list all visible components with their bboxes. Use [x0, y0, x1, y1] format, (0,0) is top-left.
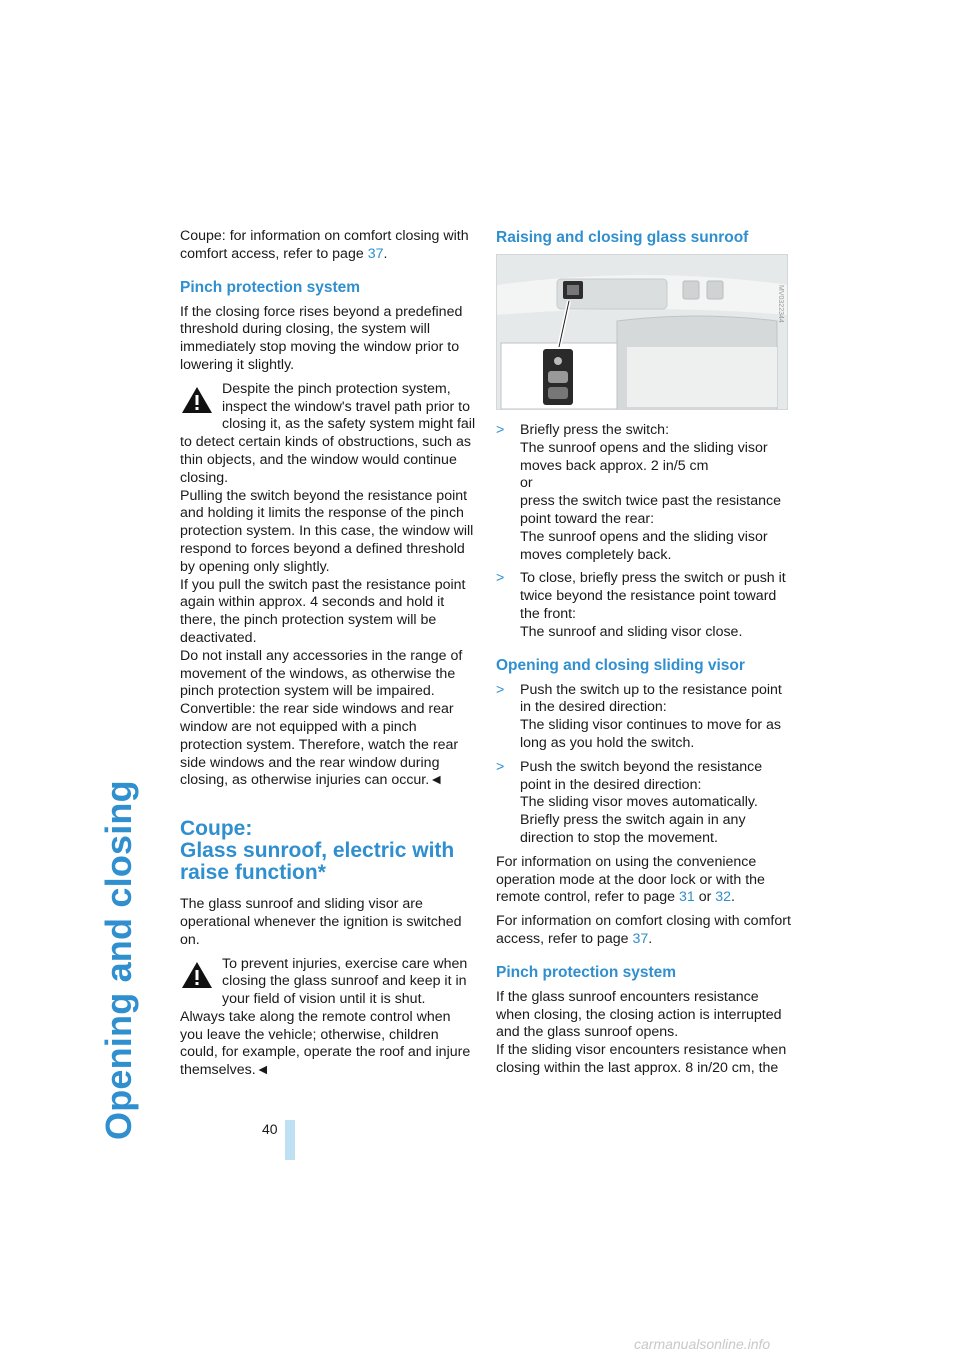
bullet-arrow-icon: > [496, 422, 505, 438]
pinch-protection-paragraph: If the closing force rises beyond a predefined threshold during closing, the system will immediately stop moving the window prior to lowering it slightly. [180, 303, 463, 373]
intro-paragraph: Coupe: for information on comfort closing with comfort access, refer to page 37. [180, 228, 469, 262]
warning-triangle-icon [180, 960, 214, 990]
comfort-access-paragraph: For information on comfort closing with comfort access, refer to page 37. [496, 913, 791, 947]
page-link-37[interactable]: 37 [632, 930, 649, 947]
sliding-visor-heading: Opening and closing sliding visor [496, 656, 745, 674]
list-item-text: press the switch twice past the resistance point toward the rear: [520, 493, 782, 527]
list-item-text: The sunroof opens and the sliding visor moves back approx. 2 in/5 cm [520, 439, 768, 474]
list-item [496, 759, 792, 848]
bullet-arrow-icon: > [496, 570, 505, 587]
right-column [496, 228, 792, 1084]
coupe-sunroof-heading: Coupe: Glass sunroof, electric with raise function* [180, 817, 455, 885]
raise-close-heading: Raising and closing glass sunroof [496, 229, 749, 246]
left-column [180, 228, 476, 1086]
page-link-32[interactable]: 32 [715, 889, 732, 906]
sunroof-pinch-heading: Pinch protection system [496, 963, 677, 981]
convenience-paragraph: For information on using the convenience operation mode at the door lock or with the remote control, refer to page 31 or 32. [496, 853, 765, 906]
warning-text: Pulling the switch beyond the resistance point and holding it limits the response of the pinch protection system. In this case, the window will respond to forces beyond a defined threshold by opening only slightly. [180, 487, 474, 575]
bullet-arrow-icon: > [496, 758, 505, 775]
list-item [496, 570, 792, 641]
sunroof-pinch-text: If the glass sunroof encounters resistance when closing, the closing action is interrupted and the glass sunroof opens. [496, 988, 782, 1041]
bullet-arrow-icon: > [496, 681, 505, 698]
sunroof-switch-illustration [497, 255, 788, 410]
page-link-37[interactable]: 37 [367, 245, 384, 262]
warning-text: Despite the pinch protection system, inspect the window's travel path prior to closing it, as the safety system might fail to detect certain kinds of obstructions, such as thin objects, and the window would continue closing. [180, 380, 476, 486]
list-item-text: Briefly press the switch: [520, 422, 670, 438]
list-item [496, 682, 792, 753]
warning-text: Always take along the remote control when you leave the vehicle; otherwise, children could, for example, operate the roof and injure themselves.◄ [180, 1008, 471, 1079]
figure-code: MV0322344 [777, 285, 785, 323]
section-side-title: Opening and closing [98, 780, 139, 1140]
sunroof-pinch-text: If the sliding visor encounters resistance when closing within the last approx. 8 in/20 cm, the [496, 1042, 787, 1076]
list-item-text: The sliding visor moves automatically. [520, 794, 758, 811]
warning-text: If you pull the switch past the resistance point again within approx. 4 seconds and hold it there, the pinch protection system will be deactivated. [180, 576, 466, 646]
list-item-text: The sunroof opens and the sliding visor moves completely back. [520, 528, 768, 563]
list-item-text: To close, briefly press the switch or push it twice beyond the resistance point toward the front: [520, 570, 786, 622]
warning-text: Convertible: the rear side windows and rear window are not equipped with a pinch protection system. Therefore, watch the rear side windows and the rear window during closing, as otherwise injuries can occur.◄ [180, 701, 459, 789]
list-item-text: or [520, 475, 533, 492]
warning-triangle-icon [180, 385, 214, 415]
list-item-text: Push the switch up to the resistance point in the desired direction: [520, 681, 782, 716]
page-link-31[interactable]: 31 [678, 889, 695, 906]
watermark: carmanualsonline.info [634, 1336, 771, 1352]
pinch-protection-heading: Pinch protection system [180, 278, 361, 296]
coupe-sunroof-paragraph: The glass sunroof and sliding visor are operational whenever the ignition is switched on. [180, 896, 462, 948]
list-item-text: The sunroof and sliding visor close. [520, 623, 743, 640]
list-item-text: Briefly press the switch again in any direction to stop the movement. [520, 812, 746, 846]
warning-block-sunroof [180, 956, 476, 1081]
list-item-text: Push the switch beyond the resistance point in the desired direction: [520, 758, 763, 793]
warning-block-windows [180, 381, 476, 790]
list-item-text: The sliding visor continues to move for as long as you hold the switch. [520, 717, 782, 751]
page-number: 40 [262, 1121, 278, 1137]
list-item [496, 422, 792, 564]
warning-text: Do not install any accessories in the range of movement of the windows, as otherwise the pinch protection system will be impaired. [180, 647, 463, 700]
sunroof-switch-figure [496, 254, 788, 410]
warning-text: To prevent injuries, exercise care when closing the glass sunroof and keep it in your field of vision until it is shut. [222, 955, 468, 1008]
page-number-bar [285, 1120, 295, 1160]
